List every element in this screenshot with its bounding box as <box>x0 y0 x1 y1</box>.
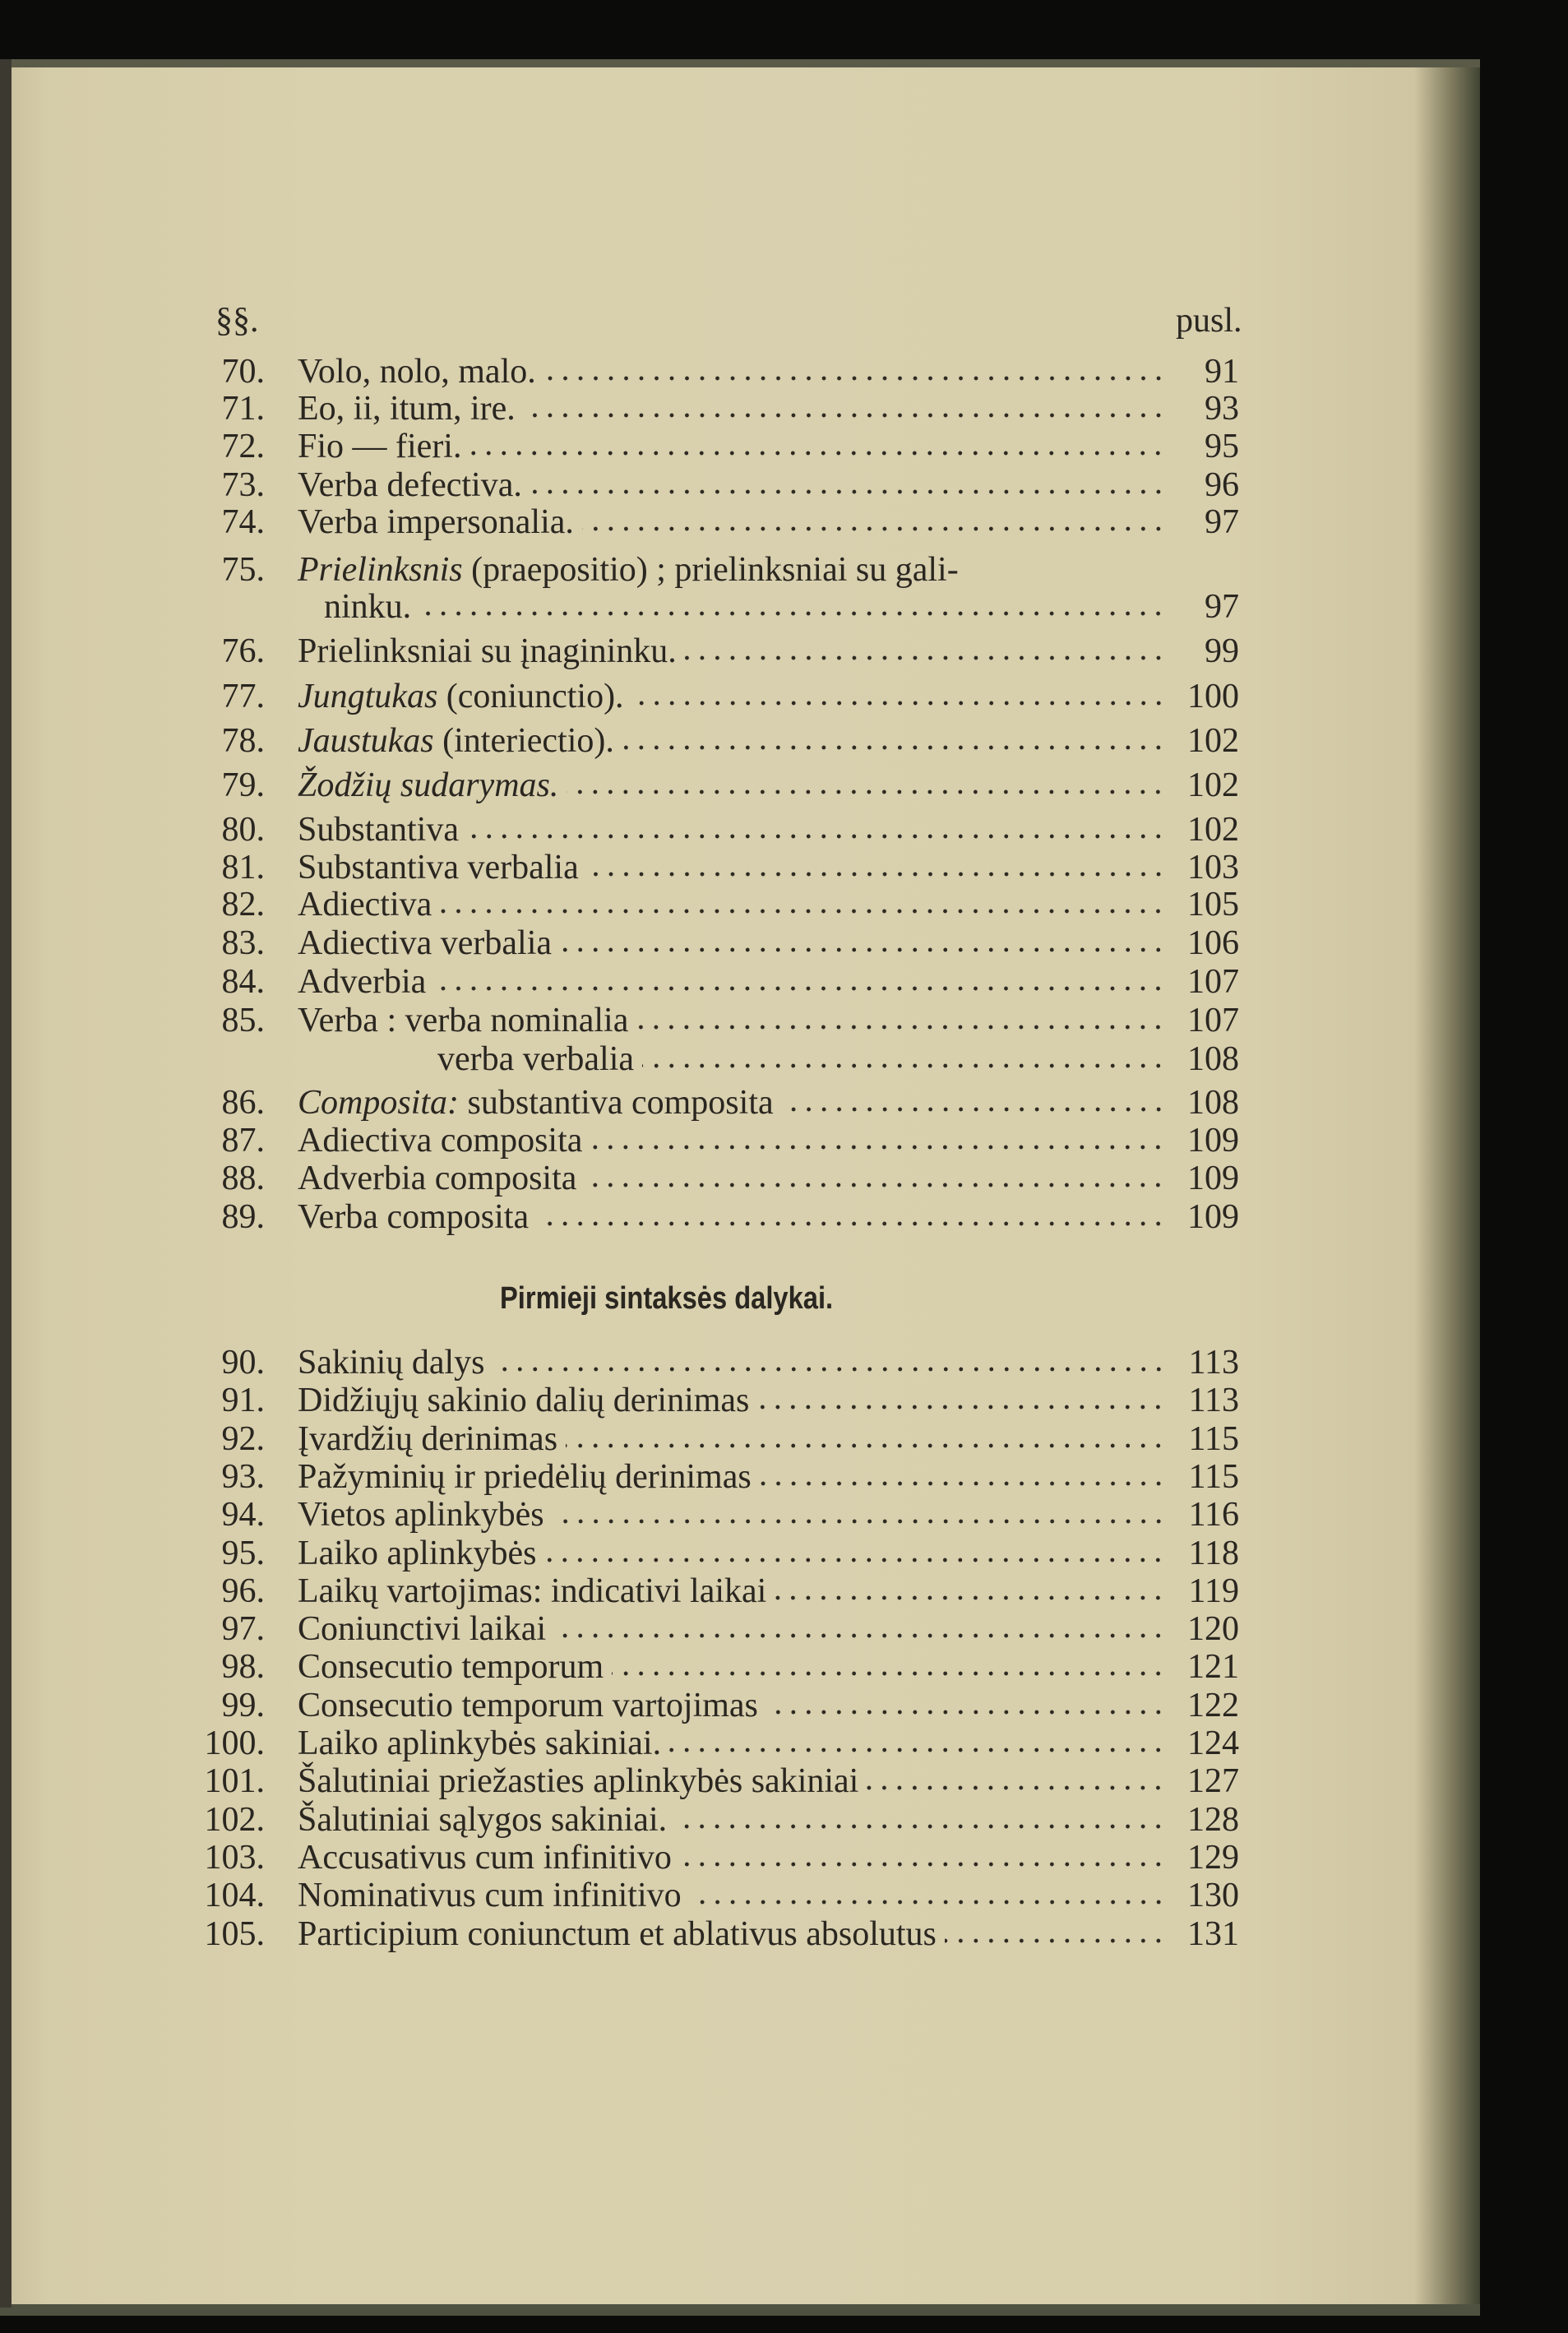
entry-title-text: Laikų vartojimas: indicativi laikai <box>298 1572 767 1610</box>
toc-entry <box>0 1496 1283 1534</box>
entry-page: 122 <box>1187 1686 1239 1724</box>
toc-entry <box>0 1160 1283 1197</box>
entry-page: 108 <box>1187 1040 1239 1078</box>
dot-leader <box>632 701 1166 706</box>
entry-number: 105. <box>204 1914 265 1953</box>
entry-page: 115 <box>1188 1419 1239 1458</box>
entry-page: 99 <box>1205 632 1239 670</box>
entry-page: 103 <box>1187 849 1239 886</box>
entry-line <box>437 1040 1283 1078</box>
entry-line <box>324 588 1283 626</box>
entry-line <box>298 1382 1283 1419</box>
entry-number: 82. <box>221 886 265 923</box>
toc-entry <box>0 1535 1283 1572</box>
entry-number: 98. <box>221 1648 265 1687</box>
entry-line <box>298 1160 1283 1197</box>
entry-title <box>437 1040 634 1078</box>
entry-line <box>298 1610 1283 1648</box>
entry-title-text: Substantiva verbalia <box>298 849 579 886</box>
entry-line <box>298 886 1283 923</box>
toc-entry <box>0 811 1283 849</box>
entry-title <box>298 1648 604 1686</box>
entry-page: 127 <box>1187 1762 1239 1801</box>
entry-title <box>298 503 574 541</box>
dot-leader <box>560 947 1166 952</box>
dot-leader <box>680 1862 1166 1867</box>
toc-entry <box>0 390 1283 428</box>
entry-title <box>298 632 677 670</box>
toc-entry <box>0 1762 1283 1800</box>
entry-title-text: (interiectio). <box>433 722 614 760</box>
entry-title <box>298 353 536 391</box>
entry-title <box>298 1572 766 1610</box>
entry-title <box>298 1344 485 1382</box>
entry-page: 106 <box>1187 924 1239 962</box>
entry-title <box>298 678 624 715</box>
entry-line <box>298 1084 1283 1122</box>
entry-title <box>298 849 579 886</box>
entry-line <box>298 1458 1283 1496</box>
entry-page: 102 <box>1187 811 1239 849</box>
dot-leader <box>757 1405 1166 1410</box>
entry-number: 83. <box>221 924 265 962</box>
dot-leader <box>493 1367 1167 1372</box>
entry-page: 130 <box>1187 1877 1239 1915</box>
entry-line <box>298 766 1283 804</box>
dot-leader <box>544 376 1166 381</box>
entry-page: 105 <box>1187 886 1239 923</box>
entry-title-text: ninku. <box>324 588 412 626</box>
dot-leader <box>782 1107 1166 1112</box>
entry-page: 100 <box>1187 678 1239 715</box>
dot-leader <box>469 451 1166 456</box>
dot-leader <box>419 611 1166 616</box>
dot-leader <box>622 745 1166 750</box>
entry-title-text: Įvardžių derinimas <box>298 1419 558 1458</box>
entry-page: 113 <box>1188 1344 1239 1382</box>
entry-title-text: Prielinksniai su įnagininku. <box>298 632 677 670</box>
toc-entry <box>0 849 1283 886</box>
dot-leader <box>537 1221 1166 1226</box>
entry-number: 97. <box>221 1610 265 1649</box>
dot-leader <box>636 1025 1166 1030</box>
toc-entry <box>0 503 1283 541</box>
toc-entry <box>0 1040 1283 1078</box>
entry-title <box>298 963 426 1001</box>
entry-page: 120 <box>1187 1610 1239 1649</box>
entry-title-text: Volo, nolo, malo. <box>298 353 536 391</box>
entry-page: 97 <box>1205 503 1239 541</box>
toc-entry <box>0 1382 1283 1419</box>
entry-title-italic: Žodžių sudarymas. <box>298 766 559 804</box>
entry-page: 113 <box>1188 1382 1239 1420</box>
entry-page: 121 <box>1187 1648 1239 1687</box>
entry-line <box>298 428 1283 465</box>
toc-entry <box>0 924 1283 962</box>
entry-page: 129 <box>1187 1838 1239 1877</box>
dot-leader <box>760 1481 1166 1486</box>
toc-entry <box>0 1420 1283 1458</box>
dot-leader <box>642 1063 1166 1068</box>
entry-line <box>298 1762 1283 1800</box>
entry-title-text: Coniunctivi laikai <box>298 1610 547 1649</box>
entry-number: 103. <box>204 1838 265 1877</box>
dot-leader <box>587 872 1166 877</box>
entry-number: 77. <box>221 678 265 715</box>
dot-leader <box>467 834 1166 839</box>
entry-line <box>298 1198 1283 1236</box>
toc-entry <box>0 1839 1283 1877</box>
entry-title <box>298 1535 536 1572</box>
entry-title-italic: Jaustukas <box>298 722 434 760</box>
entry-title-text: Nominativus cum infinitivo <box>298 1877 682 1915</box>
dot-leader <box>612 1671 1166 1676</box>
entry-title-italic: Jungtukas <box>298 678 438 715</box>
dot-leader <box>867 1785 1166 1790</box>
entry-page: 124 <box>1187 1724 1239 1762</box>
entry-line <box>298 353 1283 391</box>
entry-title <box>298 886 432 923</box>
entry-title-italic: Composita: <box>298 1084 460 1122</box>
dot-leader <box>554 1633 1166 1638</box>
entry-line <box>298 1420 1283 1458</box>
entry-line <box>298 849 1283 886</box>
entry-line <box>298 1801 1283 1839</box>
entry-title-text: Participium coniunctum et ablativus absolutus <box>298 1914 937 1953</box>
entry-title-italic: Prielinksnis <box>298 551 463 589</box>
entry-title <box>298 551 959 589</box>
entry-number: 104. <box>204 1877 265 1915</box>
entry-title <box>298 1496 544 1534</box>
entry-title-text: Verba defectiva. <box>298 466 522 504</box>
dot-leader <box>434 986 1166 991</box>
entry-number: 84. <box>221 963 265 1001</box>
entry-title-text: substantiva composita <box>459 1084 774 1122</box>
entry-number: 78. <box>221 722 265 760</box>
entry-title-text: Adiectiva <box>298 886 432 923</box>
entry-number: 95. <box>221 1534 265 1572</box>
entry-page: 107 <box>1187 963 1239 1001</box>
entry-title <box>298 1084 774 1122</box>
entry-number: 79. <box>221 766 265 804</box>
dot-leader <box>566 1443 1166 1448</box>
entry-page: 119 <box>1188 1572 1239 1610</box>
entry-title-text: verba verbalia <box>437 1040 635 1078</box>
toc-entry <box>0 678 1283 715</box>
entry-title <box>298 1915 937 1953</box>
entry-number: 89. <box>221 1198 265 1236</box>
entry-number: 102. <box>204 1800 265 1839</box>
entry-title <box>298 924 552 962</box>
dot-leader <box>766 1710 1166 1715</box>
entry-number: 93. <box>221 1457 265 1496</box>
entry-number: 86. <box>221 1084 265 1122</box>
entry-title-text: Substantiva <box>298 811 459 849</box>
dot-leader <box>585 1183 1166 1187</box>
toc-entry <box>0 1084 1283 1122</box>
dot-leader <box>544 1558 1166 1562</box>
entry-line <box>298 1496 1283 1534</box>
entry-title <box>298 428 461 465</box>
toc-entry <box>0 1198 1283 1236</box>
toc-entry <box>0 428 1283 465</box>
entry-page: 107 <box>1187 1002 1239 1039</box>
entry-number: 99. <box>221 1686 265 1724</box>
entry-title <box>298 1122 582 1160</box>
toc-entry <box>0 1915 1283 1953</box>
toc-entry <box>0 1648 1283 1686</box>
entry-page: 109 <box>1187 1198 1239 1236</box>
entry-title <box>298 1724 661 1762</box>
toc-entry <box>0 353 1283 391</box>
entry-number: 85. <box>221 1002 265 1039</box>
entry-line <box>298 1535 1283 1572</box>
entry-line <box>298 1572 1283 1610</box>
entry-title-text: Accusativus cum infinitivo <box>298 1838 672 1877</box>
entry-title <box>298 1458 752 1496</box>
entry-title-text: Laiko aplinkybės sakiniai. <box>298 1724 662 1762</box>
entry-title-text: (praepositio) ; prielinksniai su gali- <box>462 551 959 589</box>
dot-leader <box>524 413 1166 418</box>
entry-page: 102 <box>1187 766 1239 804</box>
entry-number: 75. <box>221 551 265 589</box>
entry-number: 73. <box>221 466 265 504</box>
toc-entry <box>0 766 1283 804</box>
entry-title-text: Adiectiva verbalia <box>298 924 553 962</box>
entry-title <box>298 1687 758 1724</box>
entry-number: 70. <box>221 353 265 391</box>
dot-leader <box>582 526 1166 531</box>
entry-line <box>298 811 1283 849</box>
entry-page: 96 <box>1205 466 1239 504</box>
toc-entry <box>0 551 1283 589</box>
entry-line <box>298 1002 1283 1039</box>
toc-entry <box>0 1877 1283 1914</box>
toc-entry <box>0 1610 1283 1648</box>
entry-number: 90. <box>221 1344 265 1382</box>
entry-page: 128 <box>1187 1800 1239 1839</box>
dot-leader <box>567 789 1166 794</box>
entry-title-text: Šalutiniai sąlygos sakiniai. <box>298 1800 668 1839</box>
dot-leader <box>945 1938 1166 1943</box>
entry-title-text: Verba composita <box>298 1198 530 1236</box>
toc-entry <box>0 722 1283 760</box>
entry-title-text: Pažyminių ir priedėlių derinimas <box>298 1457 752 1496</box>
toc-entry <box>0 1687 1283 1724</box>
entry-title <box>298 1762 858 1800</box>
entry-title <box>298 1420 557 1458</box>
entry-line <box>298 1344 1283 1382</box>
entry-page: 97 <box>1205 588 1239 626</box>
entry-page: 116 <box>1188 1496 1239 1535</box>
page-column-header: pusl. <box>1176 302 1242 340</box>
entry-line <box>298 1648 1283 1686</box>
entry-title <box>298 1198 529 1236</box>
entry-title-text: Consecutio temporum vartojimas <box>298 1686 758 1724</box>
toc-entry <box>0 1458 1283 1496</box>
entry-page: 118 <box>1188 1534 1239 1572</box>
dot-leader <box>530 489 1166 494</box>
entry-title-text: Consecutio temporum <box>298 1648 604 1687</box>
dot-leader <box>675 1824 1166 1829</box>
entry-number: 91. <box>221 1382 265 1420</box>
entry-line <box>298 1724 1283 1762</box>
entry-title <box>298 1610 546 1648</box>
entry-number: 94. <box>221 1496 265 1535</box>
entry-line <box>298 1839 1283 1877</box>
entry-line <box>298 963 1283 1001</box>
entry-line <box>298 632 1283 670</box>
entry-number: 92. <box>221 1419 265 1458</box>
entry-page: 95 <box>1205 428 1239 465</box>
entry-number: 80. <box>221 811 265 849</box>
entry-page: 109 <box>1187 1160 1239 1197</box>
toc-entry <box>0 1724 1283 1762</box>
entry-number: 81. <box>221 849 265 886</box>
toc-entry <box>0 1002 1283 1039</box>
entry-title-text: Didžiųjų sakinio dalių derinimas <box>298 1382 750 1420</box>
entry-number: 101. <box>204 1762 265 1801</box>
entry-title-text: Sakinių dalys <box>298 1344 485 1382</box>
entry-page: 102 <box>1187 722 1239 760</box>
entry-title-text: Šalutiniai priežasties aplinkybės sakiniai <box>298 1762 859 1801</box>
entry-title-text: Adverbia <box>298 963 427 1001</box>
entry-title <box>298 466 522 504</box>
entry-title <box>298 1839 672 1877</box>
dot-leader <box>690 1900 1166 1905</box>
entry-title <box>298 1382 749 1419</box>
entry-line <box>298 1915 1283 1953</box>
dot-leader <box>775 1595 1166 1600</box>
entry-number: 71. <box>221 390 265 428</box>
entry-number: 87. <box>221 1122 265 1160</box>
entry-page: 108 <box>1187 1084 1239 1122</box>
entry-title-text: Adiectiva composita <box>298 1122 583 1160</box>
entry-title-text: Verba : verba nominalia <box>298 1002 629 1039</box>
entry-title <box>298 1877 682 1914</box>
entry-line <box>298 390 1283 428</box>
entry-title-text: (coniunctio). <box>437 678 624 715</box>
toc-entry <box>0 963 1283 1001</box>
toc-entry <box>0 1122 1283 1160</box>
entry-title-text: Adverbia composita <box>298 1160 577 1197</box>
entry-title <box>298 1160 576 1197</box>
entry-number: 76. <box>221 632 265 670</box>
entry-line <box>298 466 1283 504</box>
toc-entry <box>0 1801 1283 1839</box>
entry-page: 91 <box>1205 353 1239 391</box>
entry-number: 72. <box>221 428 265 465</box>
dot-leader <box>553 1519 1166 1524</box>
entry-title <box>298 766 558 804</box>
entry-line <box>298 722 1283 760</box>
entry-page: 131 <box>1187 1914 1239 1953</box>
toc-entry <box>0 632 1283 670</box>
entry-number: 100. <box>204 1724 265 1762</box>
entry-title-text: Fio — fieri. <box>298 428 462 465</box>
entry-line <box>298 503 1283 541</box>
section-column-header: §§. <box>215 302 259 340</box>
dot-leader <box>440 909 1166 914</box>
entry-line <box>298 1122 1283 1160</box>
entry-title <box>298 1801 667 1839</box>
toc-entry <box>0 466 1283 504</box>
dot-leader <box>590 1145 1166 1150</box>
toc-entry <box>0 886 1283 923</box>
entry-title-text: Eo, ii, itum, ire. <box>298 390 516 428</box>
entry-title <box>298 722 614 760</box>
entry-number: 96. <box>221 1572 265 1610</box>
entry-title <box>298 390 516 428</box>
entry-title <box>298 811 459 849</box>
entry-page: 115 <box>1188 1457 1239 1496</box>
entry-page: 93 <box>1205 390 1239 428</box>
section-heading: Pirmieji sintaksės dalykai. <box>500 1281 834 1316</box>
entry-number: 88. <box>221 1160 265 1197</box>
dot-leader <box>685 655 1166 660</box>
toc-entry <box>0 1344 1283 1382</box>
entry-title-text: Laiko aplinkybės <box>298 1534 537 1572</box>
entry-line <box>298 1687 1283 1724</box>
entry-title <box>298 1002 628 1039</box>
entry-line <box>298 551 1283 589</box>
entry-line <box>298 1877 1283 1914</box>
entry-line <box>298 678 1283 715</box>
entry-title-text: Vietos aplinkybės <box>298 1496 544 1535</box>
entry-number: 74. <box>221 503 265 541</box>
dot-leader <box>669 1747 1166 1752</box>
entry-page: 109 <box>1187 1122 1239 1160</box>
entry-title-text: Verba impersonalia. <box>298 503 574 541</box>
toc-entry <box>0 588 1283 626</box>
entry-title <box>324 588 411 626</box>
toc-entry <box>0 1572 1283 1610</box>
entry-line <box>298 924 1283 962</box>
